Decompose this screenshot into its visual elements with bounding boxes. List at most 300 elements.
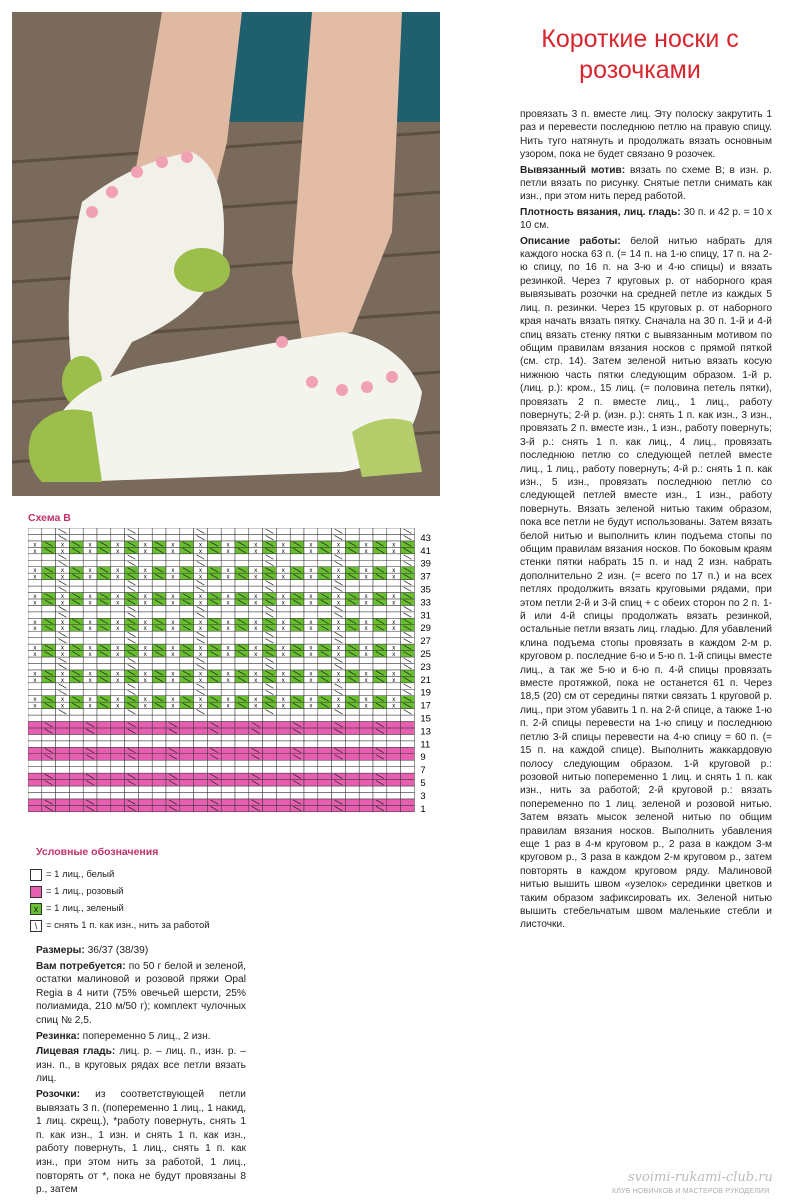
- chart-cell: [318, 638, 332, 644]
- chart-cell: [207, 683, 221, 689]
- chart-cell: [180, 689, 194, 695]
- chart-cell: [387, 792, 401, 798]
- chart-cell: [97, 689, 111, 695]
- chart-cell: [83, 663, 97, 669]
- chart-cell: [276, 689, 290, 695]
- chart-cell: [152, 663, 166, 669]
- chart-cell: [304, 747, 318, 753]
- chart-cell: [97, 663, 111, 669]
- chart-cell: [387, 767, 401, 773]
- chart-cell: [359, 728, 373, 734]
- chart-cell: [304, 805, 318, 811]
- chart-cell: [69, 786, 83, 792]
- chart-cell: [373, 689, 387, 695]
- chart-cell: [138, 638, 152, 644]
- chart-cell: [138, 689, 152, 695]
- chart-cell: [152, 715, 166, 721]
- legend-item-green: [30, 900, 210, 917]
- paragraph-text: из соответствующей петли вывязать 3 п. (попеременно 1 лиц., 1 накид, 1 лиц. скрещ.), *работу повернуть, снять 1 п. как изн., 1 изн. и снять 1 п. как изн., работу повернуть, 1 лиц., снять 1 п. как изн., при этом нить за работой, 1 лиц., повторять от *, пока не будут провязаны 8 р., затем: [36, 1088, 246, 1196]
- chart-cell: [97, 734, 111, 740]
- chart-cell: [56, 734, 70, 740]
- chart-cell: [69, 747, 83, 753]
- paragraph: [36, 1088, 246, 1197]
- chart-cell: [111, 638, 125, 644]
- chart-symbol-x: x: [61, 626, 64, 633]
- chart-cell: [359, 760, 373, 766]
- chart-cell: [276, 663, 290, 669]
- watermark-subtitle: КЛУБ НОВИЧКОВ И МАСТЕРОВ РУКОДЕЛИЯ: [612, 1188, 770, 1195]
- chart-cell: [276, 586, 290, 592]
- chart-cell: [221, 747, 235, 753]
- chart-cell: [221, 560, 235, 566]
- chart-cell: [373, 528, 387, 534]
- chart-cell: [69, 612, 83, 618]
- chart-cell: [387, 722, 401, 728]
- chart-cell: [345, 760, 359, 766]
- chart-cell: [138, 792, 152, 798]
- chart-cell: [235, 586, 249, 592]
- chart-cell: [28, 747, 42, 753]
- chart-cell: [152, 528, 166, 534]
- chart-cell: [401, 728, 415, 734]
- chart-cell: [276, 741, 290, 747]
- chart-cell: [69, 722, 83, 728]
- paragraph: [36, 960, 246, 1028]
- chart-symbol-x: x: [281, 619, 285, 626]
- chart-cell: [207, 605, 221, 611]
- chart-cell: [235, 580, 249, 586]
- chart-cell: [221, 663, 235, 669]
- chart-cell: [387, 534, 401, 540]
- chart-symbol-x: x: [61, 619, 64, 626]
- chart-cell: [304, 773, 318, 779]
- chart-cell: [138, 612, 152, 618]
- chart-symbol-x: x: [226, 593, 230, 600]
- chart-symbol-x: x: [337, 671, 340, 678]
- chart-symbol-x: x: [309, 671, 313, 678]
- chart-cell: [401, 715, 415, 721]
- chart-cell: [359, 715, 373, 721]
- chart-cell: [97, 792, 111, 798]
- chart-cell: [318, 709, 332, 715]
- chart-cell: [263, 747, 277, 753]
- chart-symbol-x: x: [281, 671, 285, 678]
- chart-cell: [263, 799, 277, 805]
- chart-cell: [318, 786, 332, 792]
- chart-cell: [235, 638, 249, 644]
- chart-symbol-x: x: [61, 593, 64, 600]
- chart-cell: [359, 560, 373, 566]
- chart-symbol-x: x: [364, 574, 368, 581]
- chart-cell: [207, 638, 221, 644]
- chart-cell: [345, 792, 359, 798]
- chart-row-number: 9: [420, 752, 426, 764]
- chart-cell: [56, 780, 70, 786]
- chart-cell: [28, 734, 42, 740]
- chart-cell: [345, 799, 359, 805]
- photo-socks: [12, 12, 440, 496]
- chart-cell: [42, 554, 56, 560]
- chart-cell: [207, 760, 221, 766]
- chart-cell: [318, 780, 332, 786]
- chart-cell: [235, 754, 249, 760]
- chart-cell: [345, 747, 359, 753]
- chart-cell: [125, 741, 139, 747]
- chart-symbol-x: x: [171, 574, 175, 581]
- chart-row-number: 11: [420, 739, 431, 751]
- chart-cell: [180, 554, 194, 560]
- chart-symbol-x: x: [88, 703, 92, 710]
- chart-cell: [345, 767, 359, 773]
- chart-cell: [69, 683, 83, 689]
- chart-cell: [290, 792, 304, 798]
- chart-cell: [28, 767, 42, 773]
- chart-cell: [138, 747, 152, 753]
- chart-cell: [69, 734, 83, 740]
- chart-cell: [207, 657, 221, 663]
- chart-cell: [249, 767, 263, 773]
- chart-symbol-x: x: [337, 652, 340, 658]
- chart-symbol-x: x: [143, 619, 147, 626]
- chart-cell: [221, 728, 235, 734]
- chart-row-number: 19: [420, 687, 431, 699]
- chart-cell: [83, 528, 97, 534]
- chart-cell: [373, 767, 387, 773]
- chart-cell: [166, 612, 180, 618]
- chart-symbol-x: x: [281, 645, 285, 652]
- chart-symbol-x: x: [116, 645, 120, 652]
- chart-cell: [249, 760, 263, 766]
- chart-cell: [152, 747, 166, 753]
- chart-symbol-x: x: [116, 703, 120, 710]
- chart-cell: [401, 747, 415, 753]
- chart-cell: [97, 631, 111, 637]
- chart-cell: [332, 734, 346, 740]
- chart-cell: [304, 689, 318, 695]
- chart-cell: [56, 805, 70, 811]
- chart-symbol-x: x: [171, 542, 175, 549]
- chart-cell: [235, 534, 249, 540]
- chart-cell: [138, 528, 152, 534]
- chart-cell: [235, 734, 249, 740]
- chart-cell: [373, 560, 387, 566]
- chart-cell: [401, 722, 415, 728]
- paragraph-bold: Плотность вязания, лиц. гладь:: [520, 206, 681, 218]
- chart-cell: [373, 663, 387, 669]
- chart-symbol-x: x: [254, 697, 258, 704]
- chart-cell: [152, 786, 166, 792]
- chart-cell: [194, 780, 208, 786]
- chart-cell: [180, 722, 194, 728]
- chart-cell: [249, 734, 263, 740]
- chart-cell: [304, 760, 318, 766]
- chart-cell: [276, 560, 290, 566]
- chart-cell: [249, 689, 263, 695]
- chart-cell: [166, 741, 180, 747]
- chart-symbol-x: x: [33, 652, 37, 658]
- chart-symbol-x: x: [171, 548, 175, 555]
- chart-cell: [373, 631, 387, 637]
- chart-cell: [276, 612, 290, 618]
- chart-cell: [345, 722, 359, 728]
- chart-symbol-x: x: [33, 697, 37, 704]
- chart-symbol-x: x: [392, 619, 396, 626]
- chart-cell: [345, 580, 359, 586]
- chart-symbol-x: x: [33, 568, 37, 575]
- chart-cell: [359, 773, 373, 779]
- chart-cell: [387, 754, 401, 760]
- chart-cell: [318, 722, 332, 728]
- chart-cell: [276, 760, 290, 766]
- chart-cell: [97, 657, 111, 663]
- chart-cell: [42, 715, 56, 721]
- chart-cell: [318, 560, 332, 566]
- chart-cell: [180, 638, 194, 644]
- chart-cell: [387, 799, 401, 805]
- chart-cell: [152, 722, 166, 728]
- chart-cell: [304, 560, 318, 566]
- chart-cell: [28, 786, 42, 792]
- chart-cell: [401, 760, 415, 766]
- chart-symbol-x: x: [364, 677, 368, 684]
- paragraph-text: вязать по схеме В; в изн. р. петли вязать по рисунку. Снятые петли снимать как изн., при этом нить перед работой.: [520, 164, 773, 203]
- chart-symbol-x: x: [254, 703, 258, 710]
- chart-cell: [69, 773, 83, 779]
- chart-symbol-x: x: [199, 542, 202, 549]
- chart-cell: [345, 683, 359, 689]
- chart-symbol-x: x: [254, 568, 258, 575]
- chart-cell: [152, 657, 166, 663]
- chart-cell: [28, 728, 42, 734]
- chart-cell: [97, 780, 111, 786]
- chart-symbol-x: x: [199, 568, 202, 575]
- chart-symbol-x: x: [226, 548, 230, 555]
- chart-symbol-x: x: [171, 645, 175, 652]
- chart-symbol-x: x: [364, 671, 368, 678]
- chart-cell: [249, 715, 263, 721]
- chart-cell: [345, 741, 359, 747]
- page-title: [500, 24, 780, 86]
- chart-cell: [42, 734, 56, 740]
- chart-cell: [28, 612, 42, 618]
- chart-cell: [276, 786, 290, 792]
- chart-cell: [97, 715, 111, 721]
- chart-symbol-x: x: [116, 593, 120, 600]
- chart-symbol-x: x: [33, 600, 37, 607]
- chart-cell: [345, 534, 359, 540]
- chart-symbol-x: x: [61, 697, 64, 704]
- chart-cell: [111, 528, 125, 534]
- chart-cell: [290, 528, 304, 534]
- chart-cell: [180, 754, 194, 760]
- chart-cell: [359, 638, 373, 644]
- chart-symbol-x: x: [337, 619, 340, 626]
- chart-symbol-x: x: [254, 600, 258, 607]
- chart-cell: [221, 734, 235, 740]
- chart-cell: [373, 792, 387, 798]
- chart-symbol-x: x: [143, 568, 147, 575]
- chart-cell: [304, 728, 318, 734]
- chart-cell: [111, 734, 125, 740]
- chart-cell: [97, 612, 111, 618]
- chart-cell: [345, 773, 359, 779]
- chart-symbol-x: x: [199, 671, 202, 678]
- chart-cell: [304, 638, 318, 644]
- chart-cell: [28, 805, 42, 811]
- chart-symbol-x: x: [143, 542, 147, 549]
- chart-cell: [387, 734, 401, 740]
- chart-cell: [180, 631, 194, 637]
- chart-cell: [180, 805, 194, 811]
- paragraph-text: лиц. р. – лиц. п., изн. р. – изн. п., в круговых рядах все петли вязать лиц.: [36, 1046, 246, 1085]
- chart-cell: [111, 722, 125, 728]
- chart-cell: [83, 786, 97, 792]
- chart-cell: [332, 767, 346, 773]
- chart-symbol-x: x: [364, 652, 368, 658]
- chart-cell: [69, 754, 83, 760]
- chart-symbol-x: x: [309, 652, 313, 658]
- chart-symbol-x: x: [337, 600, 340, 607]
- chart-cell: [69, 689, 83, 695]
- chart-cell: [290, 741, 304, 747]
- chart-symbol-x: x: [33, 542, 37, 549]
- chart-cell: [304, 767, 318, 773]
- chart-cell: [166, 792, 180, 798]
- chart-cell: [359, 799, 373, 805]
- chart-cell: [42, 663, 56, 669]
- chart-cell: [373, 715, 387, 721]
- chart-cell: [290, 683, 304, 689]
- chart-cell: [194, 767, 208, 773]
- chart-cell: [304, 528, 318, 534]
- chart-cell: [373, 786, 387, 792]
- chart-cell: [180, 780, 194, 786]
- chart-cell: [207, 554, 221, 560]
- chart-cell: [290, 580, 304, 586]
- chart-cell: [97, 741, 111, 747]
- chart-row-number: 41: [420, 545, 431, 557]
- chart-cell: [42, 741, 56, 747]
- chart-cell: [56, 715, 70, 721]
- chart-cell: [56, 792, 70, 798]
- chart-cell: [152, 554, 166, 560]
- paragraph-text: провязать 3 п. вместе лиц. Эту полоску закрутить 1 раз и перевести последнюю петлю на правую спицу. Нить туго натянуть и продолжать вязать основным узором, пока не будет связано 9 розочек.: [520, 109, 772, 161]
- chart-row-number: 37: [420, 571, 431, 583]
- watermark-site: svoimi-rukami-club.ru: [628, 1170, 773, 1185]
- chart-cell: [97, 683, 111, 689]
- chart-cell: [345, 638, 359, 644]
- chart-symbol-x: x: [281, 542, 285, 549]
- chart-cell: [194, 734, 208, 740]
- chart-cell: [290, 689, 304, 695]
- chart-cell: [290, 534, 304, 540]
- chart-cell: [180, 528, 194, 534]
- paragraph-bold: Размеры:: [36, 945, 85, 956]
- chart-cell: [359, 767, 373, 773]
- chart-cell: [318, 683, 332, 689]
- chart-cell: [387, 715, 401, 721]
- chart-cell: [249, 786, 263, 792]
- chart-symbol-x: x: [254, 593, 258, 600]
- chart-cell: [138, 780, 152, 786]
- chart-cell: [56, 799, 70, 805]
- chart-cell: [152, 580, 166, 586]
- chart-cell: [221, 722, 235, 728]
- chart-cell: [69, 580, 83, 586]
- chart-cell: [387, 805, 401, 811]
- chart-cell: [373, 605, 387, 611]
- chart-symbol-x: x: [392, 652, 396, 658]
- chart-cell: [83, 734, 97, 740]
- chart-cell: [318, 657, 332, 663]
- paragraph-text: попеременно 5 лиц., 2 изн.: [79, 1030, 211, 1042]
- chart-cell: [345, 689, 359, 695]
- chart-cell: [97, 605, 111, 611]
- chart-cell: [318, 605, 332, 611]
- chart-cell: [235, 683, 249, 689]
- chart-symbol-x: x: [61, 542, 64, 549]
- chart-cell: [152, 586, 166, 592]
- chart-cell: [332, 786, 346, 792]
- right-column-text: [520, 108, 772, 934]
- chart-cell: [194, 792, 208, 798]
- chart-cell: [180, 560, 194, 566]
- chart-symbol-x: x: [337, 626, 340, 633]
- chart-cell: [207, 734, 221, 740]
- chart-cell: [125, 767, 139, 773]
- chart-symbol-x: x: [392, 697, 396, 704]
- chart-cell: [152, 767, 166, 773]
- chart-cell: [83, 792, 97, 798]
- chart-cell: [276, 780, 290, 786]
- chart-row-number: 39: [420, 558, 431, 570]
- chart-cell: [401, 805, 415, 811]
- chart-cell: [387, 638, 401, 644]
- chart-cell: [83, 612, 97, 618]
- chart-cell: [359, 780, 373, 786]
- chart-cell: [207, 528, 221, 534]
- chart-symbol-x: x: [281, 593, 285, 600]
- chart-cell: [138, 741, 152, 747]
- chart-cell: [235, 605, 249, 611]
- chart-cell: [345, 586, 359, 592]
- chart-symbol-x: x: [116, 652, 120, 658]
- chart-cell: [263, 786, 277, 792]
- chart-cell: [138, 773, 152, 779]
- chart-cell: [97, 722, 111, 728]
- chart-cell: [56, 786, 70, 792]
- chart-cell: [318, 799, 332, 805]
- chart-cell: [111, 799, 125, 805]
- chart-cell: [180, 728, 194, 734]
- chart-symbol-x: x: [116, 626, 120, 633]
- chart-cell: [42, 767, 56, 773]
- chart-row-number: 33: [420, 597, 431, 609]
- chart-symbol-x: x: [88, 600, 92, 607]
- chart-cell: [318, 734, 332, 740]
- chart-cell: [235, 773, 249, 779]
- legend-item-slip: [30, 917, 210, 934]
- chart-cell: [318, 580, 332, 586]
- chart-cell: [263, 767, 277, 773]
- legend-swatch-green: x: [30, 903, 42, 915]
- chart-cell: [387, 741, 401, 747]
- chart-cell: [373, 760, 387, 766]
- chart-symbol-x: x: [364, 697, 368, 704]
- chart-row-number: 43: [420, 532, 431, 544]
- chart-cell: [276, 792, 290, 798]
- chart-cell: [345, 605, 359, 611]
